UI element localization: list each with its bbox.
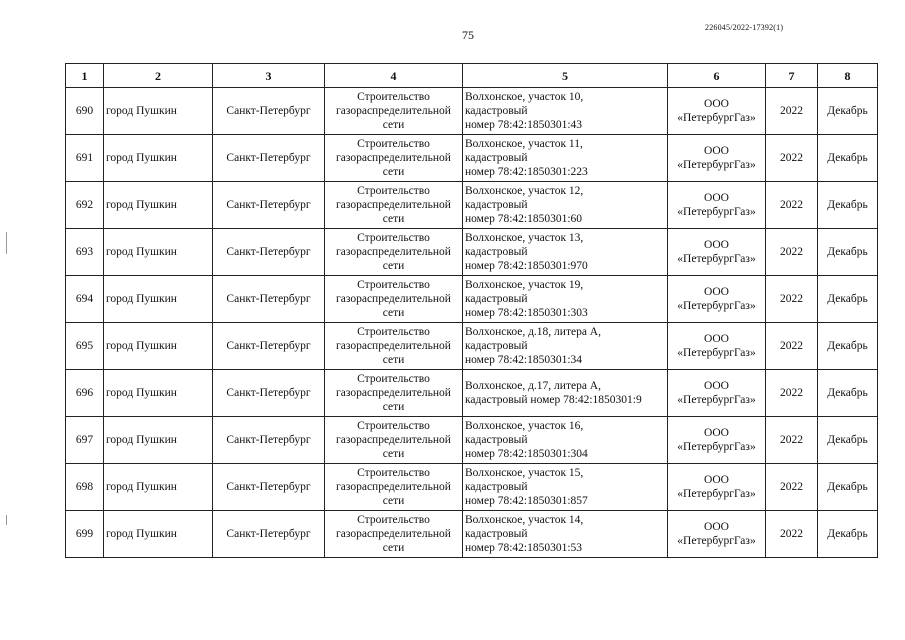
work-type-line: газораспределительной	[336, 152, 451, 164]
work-type-cell	[325, 464, 463, 511]
row-number-cell	[66, 135, 104, 182]
location-line: номер 78:42:1850301:857	[465, 495, 588, 507]
organization-cell	[668, 276, 766, 323]
month-value: Декабрь	[827, 152, 868, 164]
row-number: 692	[75, 199, 94, 211]
region-name: Санкт-Петербург	[226, 387, 311, 399]
city-cell	[104, 323, 213, 370]
organization-cell	[668, 135, 766, 182]
year-cell	[766, 135, 818, 182]
work-type-cell	[325, 276, 463, 323]
location-cell	[463, 417, 668, 464]
region-name: Санкт-Петербург	[226, 481, 311, 493]
organization-line: ООО	[704, 333, 729, 345]
work-type-line: Строительство	[357, 467, 430, 479]
year-value: 2022	[780, 246, 803, 258]
location-cell	[463, 229, 668, 276]
location-line: Волхонское, участок 15,	[465, 467, 584, 479]
month-value: Декабрь	[827, 105, 868, 117]
region-cell	[213, 182, 325, 229]
work-type-cell	[325, 323, 463, 370]
row-number-cell	[66, 88, 104, 135]
scan-margin-mark	[6, 232, 7, 254]
location-line: номер 78:42:1850301:43	[465, 119, 583, 131]
city-name: город Пушкин	[106, 528, 177, 540]
work-type-cell	[325, 182, 463, 229]
month-cell	[818, 464, 878, 511]
region-cell	[213, 417, 325, 464]
region-name: Санкт-Петербург	[226, 340, 311, 352]
month-cell	[818, 370, 878, 417]
page-number: 75	[462, 28, 474, 42]
city-cell	[104, 511, 213, 558]
region-name: Санкт-Петербург	[226, 528, 311, 540]
region-name: Санкт-Петербург	[226, 434, 311, 446]
work-type-line: газораспределительной	[336, 199, 451, 211]
region-name: Санкт-Петербург	[226, 105, 311, 117]
year-cell	[766, 511, 818, 558]
month-value: Декабрь	[827, 481, 868, 493]
region-cell	[213, 276, 325, 323]
table-row	[66, 323, 878, 370]
work-type-line: сети	[382, 448, 405, 460]
year-cell	[766, 323, 818, 370]
organization-line: ООО	[704, 239, 729, 251]
city-name: город Пушкин	[106, 340, 177, 352]
organization-line: «ПетербургГаз»	[677, 347, 756, 359]
organization-line: ООО	[704, 474, 729, 486]
row-number-cell	[66, 464, 104, 511]
year-cell	[766, 464, 818, 511]
city-cell	[104, 276, 213, 323]
location-line: номер 78:42:1850301:60	[465, 213, 583, 225]
row-number-cell	[66, 417, 104, 464]
location-line: номер 78:42:1850301:223	[465, 166, 588, 178]
work-type-line: Строительство	[357, 326, 430, 338]
region-cell	[213, 370, 325, 417]
row-number: 693	[75, 246, 94, 258]
city-name: город Пушкин	[106, 293, 177, 305]
location-line: кадастровый	[465, 434, 528, 446]
table-row	[66, 511, 878, 558]
organization-line: ООО	[704, 380, 729, 392]
city-name: город Пушкин	[106, 434, 177, 446]
work-type-line: сети	[382, 495, 405, 507]
location-line: Волхонское, участок 10,	[465, 91, 584, 103]
location-line: номер 78:42:1850301:970	[465, 260, 588, 272]
work-type-line: газораспределительной	[336, 105, 451, 117]
year-value: 2022	[780, 293, 803, 305]
location-line: номер 78:42:1850301:53	[465, 542, 583, 554]
city-name: город Пушкин	[106, 152, 177, 164]
row-number-cell	[66, 276, 104, 323]
organization-cell	[668, 417, 766, 464]
work-type-line: Строительство	[357, 420, 430, 432]
table-row	[66, 464, 878, 511]
city-cell	[104, 182, 213, 229]
row-number: 697	[75, 434, 94, 446]
work-type-line: Строительство	[357, 279, 430, 291]
location-line: Волхонское, участок 11,	[465, 138, 583, 150]
work-type-cell	[325, 417, 463, 464]
table-row	[66, 417, 878, 464]
organization-line: «ПетербургГаз»	[677, 253, 756, 265]
city-cell	[104, 88, 213, 135]
row-number: 691	[75, 152, 94, 164]
column-header: 5	[463, 64, 668, 88]
city-name: город Пушкин	[106, 481, 177, 493]
organization-cell	[668, 511, 766, 558]
month-cell	[818, 182, 878, 229]
location-cell	[463, 370, 668, 417]
month-cell	[818, 417, 878, 464]
city-name: город Пушкин	[106, 105, 177, 117]
organization-line: «ПетербургГаз»	[677, 535, 756, 547]
work-type-line: сети	[382, 542, 405, 554]
work-type-cell	[325, 135, 463, 182]
organization-line: ООО	[704, 192, 729, 204]
location-line: кадастровый	[465, 246, 528, 258]
location-line: Волхонское, участок 16,	[465, 420, 584, 432]
organization-line: «ПетербургГаз»	[677, 112, 756, 124]
month-cell	[818, 276, 878, 323]
year-cell	[766, 276, 818, 323]
year-value: 2022	[780, 481, 803, 493]
location-line: кадастровый	[465, 152, 528, 164]
work-type-line: сети	[382, 260, 405, 272]
document-code: 226045/2022-17392(1)	[705, 23, 784, 32]
year-cell	[766, 88, 818, 135]
region-cell	[213, 511, 325, 558]
month-value: Декабрь	[827, 434, 868, 446]
work-type-line: Строительство	[357, 232, 430, 244]
work-type-line: Строительство	[357, 514, 430, 526]
region-name: Санкт-Петербург	[226, 293, 311, 305]
row-number: 690	[75, 105, 94, 117]
row-number-cell	[66, 323, 104, 370]
row-number-cell	[66, 229, 104, 276]
column-header: 6	[668, 64, 766, 88]
region-name: Санкт-Петербург	[226, 246, 311, 258]
row-number: 694	[75, 293, 94, 305]
year-value: 2022	[780, 387, 803, 399]
organization-cell	[668, 88, 766, 135]
work-type-line: Строительство	[357, 91, 430, 103]
city-name: город Пушкин	[106, 199, 177, 211]
region-name: Санкт-Петербург	[226, 152, 311, 164]
work-type-cell	[325, 511, 463, 558]
row-number: 698	[75, 481, 94, 493]
location-line: кадастровый	[465, 199, 528, 211]
table-row	[66, 229, 878, 276]
city-name: город Пушкин	[106, 387, 177, 399]
location-line: номер 78:42:1850301:303	[465, 307, 588, 319]
organization-line: ООО	[704, 427, 729, 439]
location-line: Волхонское, участок 12,	[465, 185, 584, 197]
month-value: Декабрь	[827, 387, 868, 399]
location-line: кадастровый	[465, 340, 528, 352]
organization-line: «ПетербургГаз»	[677, 488, 756, 500]
work-type-line: газораспределительной	[336, 293, 451, 305]
work-schedule-table	[65, 63, 878, 558]
region-name: Санкт-Петербург	[226, 199, 311, 211]
work-type-line: сети	[382, 307, 405, 319]
month-value: Декабрь	[827, 340, 868, 352]
location-cell	[463, 276, 668, 323]
work-type-line: газораспределительной	[336, 528, 451, 540]
location-line: Волхонское, участок 14,	[465, 514, 584, 526]
month-value: Декабрь	[827, 293, 868, 305]
row-number: 699	[75, 528, 94, 540]
table-row	[66, 370, 878, 417]
year-value: 2022	[780, 105, 803, 117]
organization-cell	[668, 464, 766, 511]
city-cell	[104, 464, 213, 511]
organization-cell	[668, 323, 766, 370]
column-header: 3	[213, 64, 325, 88]
location-cell	[463, 323, 668, 370]
city-cell	[104, 370, 213, 417]
city-cell	[104, 229, 213, 276]
organization-line: «ПетербургГаз»	[677, 441, 756, 453]
work-type-line: газораспределительной	[336, 387, 451, 399]
work-type-line: газораспределительной	[336, 246, 451, 258]
column-header: 4	[325, 64, 463, 88]
organization-line: «ПетербургГаз»	[677, 394, 756, 406]
table-row	[66, 276, 878, 323]
work-type-cell	[325, 370, 463, 417]
city-name: город Пушкин	[106, 246, 177, 258]
work-type-line: газораспределительной	[336, 340, 451, 352]
organization-cell	[668, 182, 766, 229]
column-header: 2	[104, 64, 213, 88]
row-number-cell	[66, 182, 104, 229]
row-number-cell	[66, 511, 104, 558]
column-header: 8	[818, 64, 878, 88]
year-cell	[766, 182, 818, 229]
month-cell	[818, 229, 878, 276]
region-cell	[213, 323, 325, 370]
location-line: Волхонское, участок 13,	[465, 232, 584, 244]
month-cell	[818, 323, 878, 370]
location-line: Волхонское, д.18, литера А,	[465, 326, 601, 338]
organization-line: ООО	[704, 98, 729, 110]
work-type-line: Строительство	[357, 138, 430, 150]
location-cell	[463, 464, 668, 511]
month-cell	[818, 135, 878, 182]
month-value: Декабрь	[827, 246, 868, 258]
organization-line: «ПетербургГаз»	[677, 159, 756, 171]
location-line: кадастровый	[465, 528, 528, 540]
location-cell	[463, 511, 668, 558]
work-type-line: Строительство	[357, 185, 430, 197]
year-cell	[766, 370, 818, 417]
location-line: кадастровый	[465, 293, 528, 305]
work-type-line: газораспределительной	[336, 481, 451, 493]
year-value: 2022	[780, 434, 803, 446]
region-cell	[213, 88, 325, 135]
year-value: 2022	[780, 528, 803, 540]
table-row	[66, 182, 878, 229]
organization-cell	[668, 370, 766, 417]
month-value: Декабрь	[827, 528, 868, 540]
location-line: кадастровый	[465, 481, 528, 493]
location-line: номер 78:42:1850301:34	[465, 354, 583, 366]
work-type-line: сети	[382, 401, 405, 413]
row-number: 696	[75, 387, 94, 399]
location-cell	[463, 135, 668, 182]
work-type-line: сети	[382, 354, 405, 366]
work-type-cell	[325, 229, 463, 276]
organization-cell	[668, 229, 766, 276]
work-type-line: сети	[382, 166, 405, 178]
organization-line: ООО	[704, 286, 729, 298]
row-number-cell	[66, 370, 104, 417]
month-cell	[818, 88, 878, 135]
year-cell	[766, 417, 818, 464]
city-cell	[104, 135, 213, 182]
work-type-line: Строительство	[357, 373, 430, 385]
table-row	[66, 135, 878, 182]
table-row	[66, 88, 878, 135]
organization-line: «ПетербургГаз»	[677, 300, 756, 312]
location-cell	[463, 182, 668, 229]
column-header: 7	[766, 64, 818, 88]
month-value: Декабрь	[827, 199, 868, 211]
work-type-line: газораспределительной	[336, 434, 451, 446]
organization-line: ООО	[704, 145, 729, 157]
year-value: 2022	[780, 152, 803, 164]
location-line: кадастровый номер 78:42:1850301:9	[465, 394, 642, 406]
column-number-header-row	[66, 64, 878, 88]
row-number: 695	[75, 340, 94, 352]
location-line: номер 78:42:1850301:304	[465, 448, 588, 460]
year-value: 2022	[780, 340, 803, 352]
city-cell	[104, 417, 213, 464]
location-line: Волхонское, участок 19,	[465, 279, 584, 291]
location-cell	[463, 88, 668, 135]
work-type-line: сети	[382, 213, 405, 225]
organization-line: ООО	[704, 521, 729, 533]
month-cell	[818, 511, 878, 558]
work-type-line: сети	[382, 119, 405, 131]
year-value: 2022	[780, 199, 803, 211]
scan-margin-mark	[6, 515, 7, 525]
column-header: 1	[66, 64, 104, 88]
region-cell	[213, 464, 325, 511]
location-line: Волхонское, д.17, литера А,	[465, 380, 601, 392]
work-type-cell	[325, 88, 463, 135]
table-body	[66, 88, 878, 558]
location-line: кадастровый	[465, 105, 528, 117]
region-cell	[213, 135, 325, 182]
organization-line: «ПетербургГаз»	[677, 206, 756, 218]
year-cell	[766, 229, 818, 276]
region-cell	[213, 229, 325, 276]
